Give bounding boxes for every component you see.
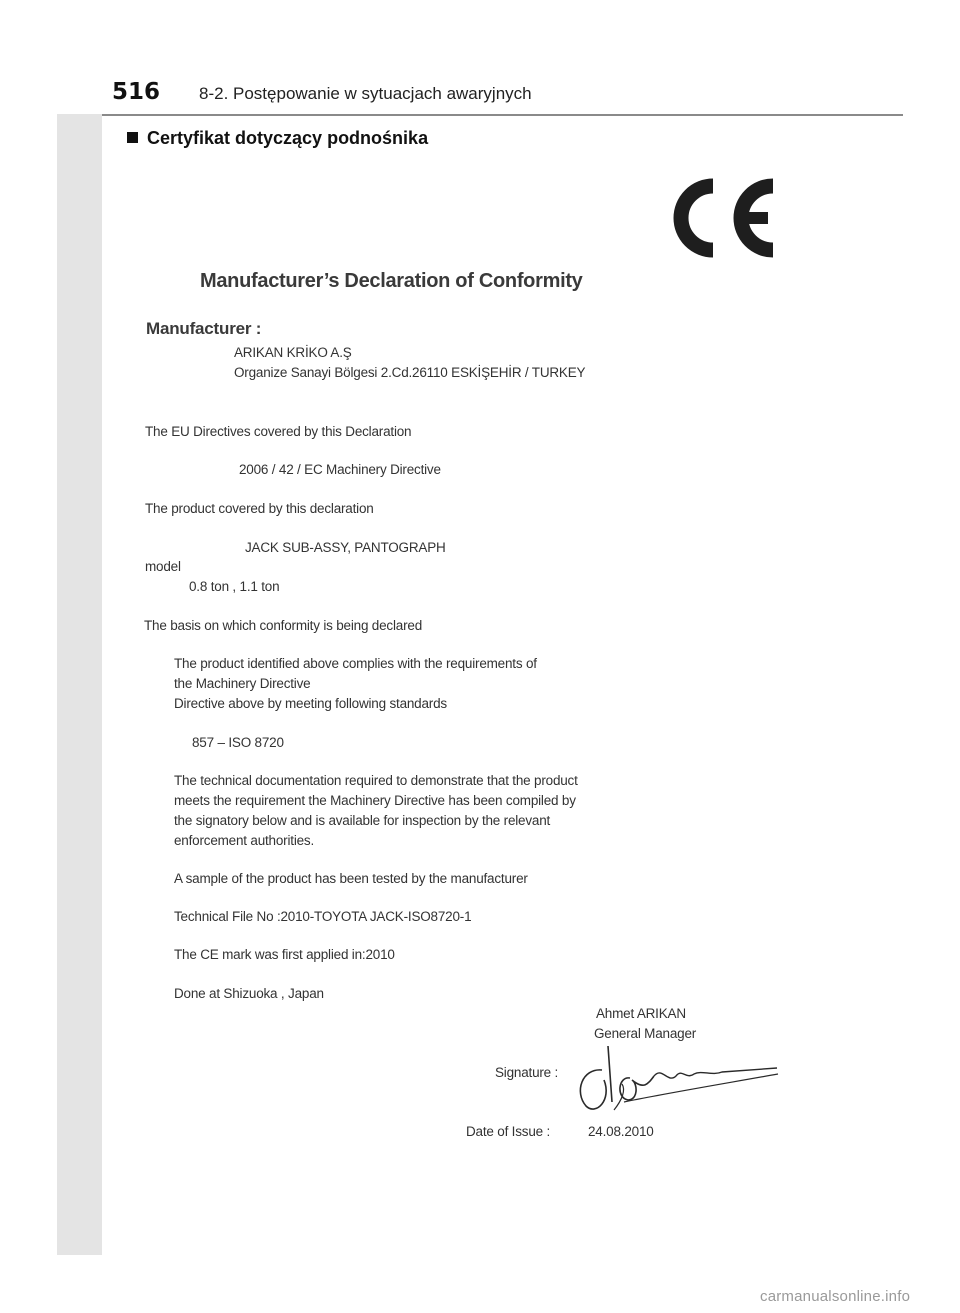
- header-divider: [102, 114, 903, 116]
- standard-value: 857 – ISO 8720: [192, 735, 284, 750]
- section-heading: [127, 128, 428, 149]
- sample-tested-text: A sample of the product has been tested by the manufacturer: [174, 871, 528, 886]
- basis-line: The product identified above complies with the requirements of: [174, 656, 537, 671]
- basis-heading: The basis on which conformity is being declared: [144, 618, 422, 633]
- basis-line: the Machinery Directive: [174, 676, 311, 691]
- manufacturer-address: Organize Sanayi Bölgesi 2.Cd.26110 ESKİŞEHİR / TURKEY: [234, 365, 586, 380]
- done-at-text: Done at Shizuoka , Japan: [174, 986, 324, 1001]
- product-name: JACK SUB-ASSY, PANTOGRAPH: [245, 540, 446, 555]
- basis-line: Directive above by meeting following standards: [174, 696, 447, 711]
- site-watermark: carmanualsonline.info: [760, 1288, 911, 1305]
- technical-line: meets the requirement the Machinery Directive has been compiled by: [174, 793, 576, 808]
- product-heading: The product covered by this declaration: [145, 501, 374, 516]
- directives-heading: The EU Directives covered by this Declaration: [145, 424, 412, 439]
- date-of-issue-value: 24.08.2010: [588, 1124, 654, 1139]
- directive-value: 2006 / 42 / EC Machinery Directive: [239, 462, 441, 477]
- chapter-title: 8-2. Postępowanie w sytuacjach awaryjnych: [199, 84, 532, 103]
- model-label: model: [145, 559, 181, 574]
- date-of-issue-label: Date of Issue :: [466, 1124, 551, 1139]
- technical-file-number: Technical File No :2010-TOYOTA JACK-ISO8720-1: [174, 909, 472, 924]
- manufacturer-label: Manufacturer :: [146, 319, 262, 338]
- signatory-name: Ahmet ARIKAN: [596, 1006, 686, 1021]
- square-bullet-icon: [127, 132, 138, 143]
- declaration-title: Manufacturer’s Declaration of Conformity: [200, 270, 583, 292]
- model-values: 0.8 ton , 1.1 ton: [189, 579, 280, 594]
- handwritten-signature: [572, 1040, 782, 1120]
- technical-line: the signatory below and is available for inspection by the relevant: [174, 813, 551, 828]
- section-heading-text: Certyfikat dotyczący podnośnika: [147, 128, 429, 148]
- ce-first-applied-text: The CE mark was first applied in:2010: [174, 947, 395, 962]
- technical-line: enforcement authorities.: [174, 833, 315, 848]
- signatory-title: General Manager: [594, 1026, 697, 1041]
- technical-line: The technical documentation required to demonstrate that the product: [174, 773, 578, 788]
- manufacturer-name: ARIKAN KRİKO A.Ş: [234, 345, 352, 360]
- side-margin-strip: [57, 57, 102, 1255]
- ce-mark-logo: [664, 174, 778, 262]
- signature-label: Signature :: [495, 1065, 559, 1080]
- page-number: 516: [112, 79, 161, 105]
